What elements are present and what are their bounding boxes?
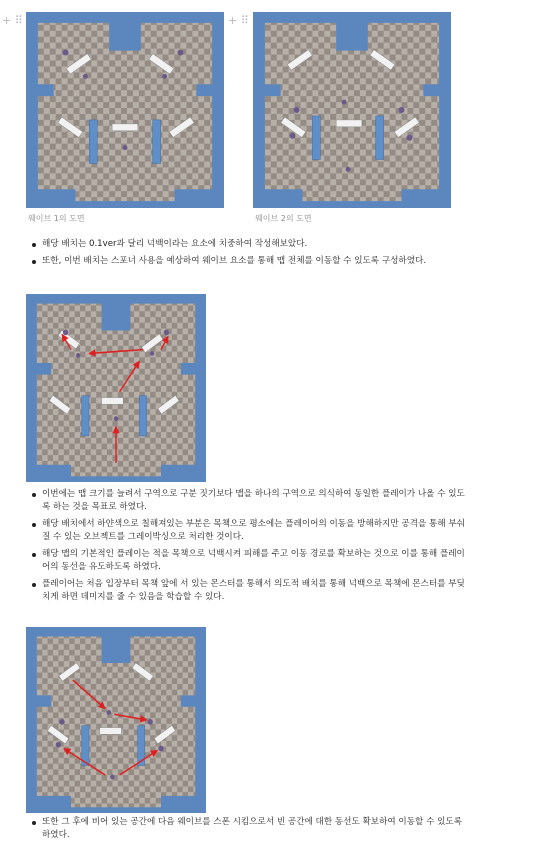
figure-caption: 웨이브 1의 도면 <box>28 214 85 223</box>
figure-caption: 웨이브 2의 도면 <box>255 214 312 223</box>
wave-2-flow-image <box>26 627 206 813</box>
wave-1-flow-image <box>26 294 206 482</box>
block-drag-handle[interactable]: + ⠿ <box>228 14 249 27</box>
list-item: 해당 맵의 기본적인 플레이는 적을 목책으로 넉백시켜 피해를 주고 이동 경로를 확보하는 것으로 이를 통해 플레이어의 동선을 유도하도록 하였다. <box>30 548 470 574</box>
bullet-list <box>30 238 470 272</box>
list-item: 또한, 이번 배치는 스포너 사용을 예상하여 웨이브 요소를 통해 맵 전체를 이동할 수 있도록 구성하였다. <box>30 255 470 268</box>
bullet-list <box>30 488 470 608</box>
list-item: 해당 배치에서 하얀색으로 칠해져있는 부분은 목책으로 평소에는 플레이어의 이동을 방해하지만 공격을 통해 부숴질 수 있는 오브젝트를 그레이박싱으로 처리한 것이다. <box>30 518 470 544</box>
list-item: 또한 그 후에 비어 있는 공간에 다음 웨이브를 스폰 시킴으로서 빈 공간에 대한 동선도 확보하여 이동할 수 있도록하였다. <box>30 816 470 842</box>
list-item: 플레이어는 처음 입장부터 목책 앞에 서 있는 몬스터를 통해서 의도적 배치를 통해 넉백으로 목책에 몬스터를 부딪치게 하면 데미지를 줄 수 있음을 학습할 수 있다. <box>30 578 470 604</box>
bullet-list <box>30 816 470 846</box>
wave-2-floorplan-image <box>253 12 451 208</box>
list-item: 이번에는 맵 크기를 늘려서 구역으로 구분 짓기보다 맵을 하나의 구역으로 의식하여 동일한 플레이가 나올 수 있도록 하는 것을 목표로 하였다. <box>30 488 470 514</box>
list-item: 해당 배치는 0.1ver과 달리 넉백이라는 요소에 치중하여 작성해보았다. <box>30 238 470 251</box>
block-drag-handle[interactable]: + ⠿ <box>2 14 23 27</box>
wave-1-floorplan-image <box>26 12 224 208</box>
